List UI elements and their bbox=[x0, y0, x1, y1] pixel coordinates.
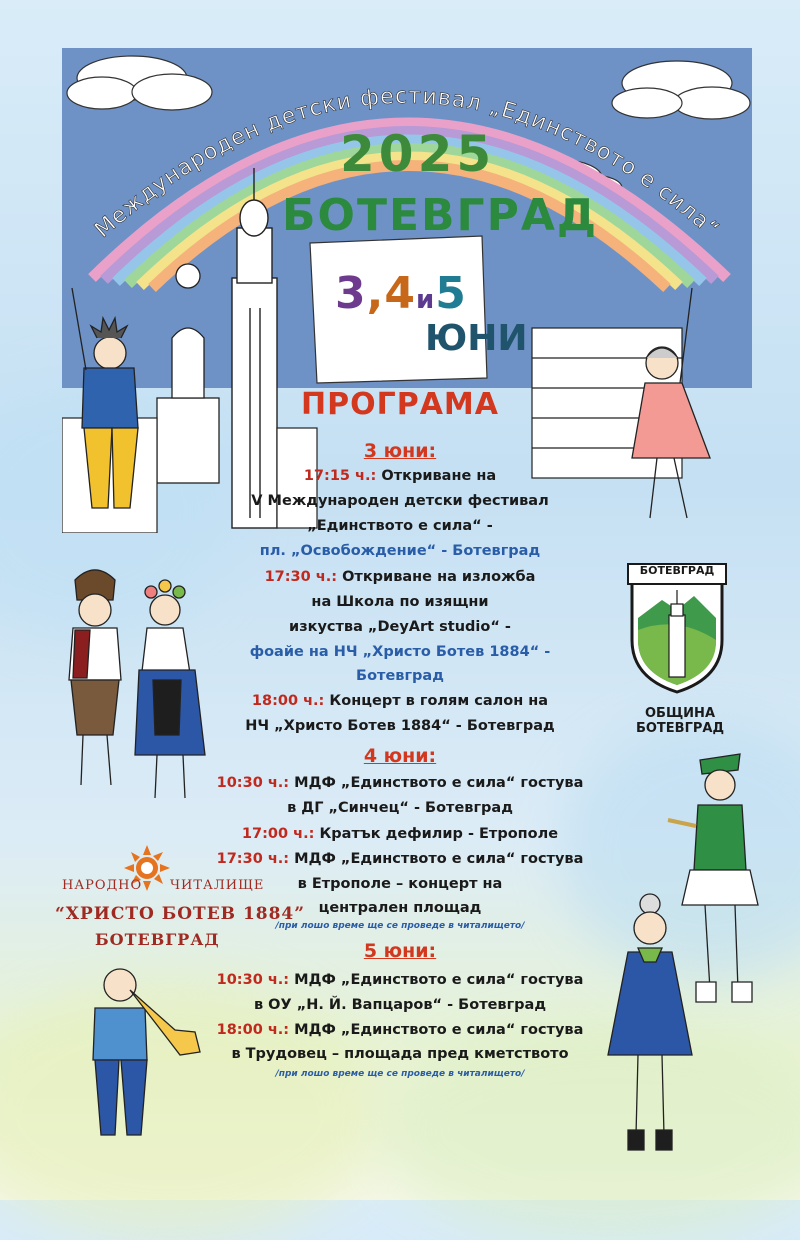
event-line: на Школа по изящни bbox=[311, 594, 489, 610]
festival-city: БОТЕВГРАД bbox=[282, 190, 599, 241]
event-line: „Единството е сила“ - bbox=[307, 518, 493, 534]
event-line: в ДГ „Синчец“ - Ботевград bbox=[287, 800, 513, 816]
date-and: и bbox=[415, 285, 436, 315]
event-location: Ботевград bbox=[356, 668, 444, 684]
event-time: 10:30 ч.: bbox=[216, 972, 290, 988]
weather-note: /при лошо време ще се проведе в читалището/ bbox=[275, 921, 525, 931]
event-line bbox=[170, 851, 630, 867]
day-label: 3 юни: bbox=[363, 440, 437, 462]
festival-year: 2025 bbox=[340, 125, 496, 183]
date-5: 5 bbox=[435, 268, 467, 319]
day-label: 4 юни: bbox=[363, 745, 437, 767]
day-label: 5 юни: bbox=[363, 940, 437, 962]
festival-dates bbox=[335, 268, 467, 319]
date-3: 3 bbox=[335, 268, 367, 319]
event-location: пл. „Освобождение“ - Ботевград bbox=[259, 543, 541, 559]
crest-caption: ОБЩИНА БОТЕВГРАД bbox=[635, 706, 725, 736]
event-line: в Трудовец – площада пред кметството bbox=[231, 1046, 569, 1062]
municipality-crest-icon bbox=[622, 560, 732, 695]
event-line: V Международен детски фестивал bbox=[251, 493, 549, 509]
event-text: Откриване на изложба bbox=[342, 569, 536, 585]
festival-arc-title: Международен детски фестивал „Единството е сила“ bbox=[90, 83, 724, 244]
event-line: централен площад bbox=[318, 900, 482, 916]
event-line: изкуства „DeyArt studio“ - bbox=[289, 619, 511, 635]
event-line: в ОУ „Н. Й. Вапцаров“ - Ботевград bbox=[253, 997, 547, 1013]
event-time: 10:30 ч.: bbox=[216, 775, 290, 791]
event-location: фоайе на НЧ „Христо Ботев 1884“ - bbox=[249, 644, 551, 660]
event-time: 17:30 ч.: bbox=[216, 851, 290, 867]
event-text: МДФ „Единството е сила“ гостува bbox=[294, 851, 584, 867]
event-line: НЧ „Христо Ботев 1884“ - Ботевград bbox=[245, 718, 555, 734]
event-line: в Етрополе – концерт на bbox=[297, 876, 503, 892]
event-line bbox=[170, 972, 630, 988]
event-line bbox=[170, 1022, 630, 1038]
event-line bbox=[170, 569, 630, 585]
chitalishte-name: “ХРИСТО БОТЕВ 1884” bbox=[55, 904, 306, 924]
event-time: 18:00 ч.: bbox=[251, 693, 325, 709]
chitalishte-town: БОТЕВГРАД bbox=[95, 930, 220, 949]
weather-note: /при лошо време ще се проведе в читалището/ bbox=[275, 1069, 525, 1079]
chitalishte-word-1: НАРОДНО bbox=[62, 878, 143, 893]
event-line bbox=[170, 468, 630, 484]
crest-banner: БОТЕВГРАД bbox=[639, 564, 715, 577]
festival-month: ЮНИ bbox=[425, 318, 528, 359]
event-text: Кратък дефилир - Етрополе bbox=[319, 826, 559, 842]
date-4: ,4 bbox=[366, 268, 416, 319]
program-title: ПРОГРАМА bbox=[301, 387, 499, 422]
event-line bbox=[170, 775, 630, 791]
event-time: 18:00 ч.: bbox=[216, 1022, 290, 1038]
event-text: МДФ „Единството е сила“ гостува bbox=[294, 972, 584, 988]
event-time: 17:15 ч.: bbox=[303, 468, 377, 484]
event-line bbox=[170, 693, 630, 709]
event-text: МДФ „Единството е сила“ гостува bbox=[294, 775, 584, 791]
singing-girl-drawing bbox=[600, 890, 700, 1160]
trumpet-boy-drawing bbox=[75, 960, 210, 1160]
chitalishte-word-2: ЧИТАЛИЩЕ bbox=[170, 878, 265, 893]
event-line bbox=[170, 826, 630, 842]
folk-couple-drawing bbox=[55, 560, 220, 810]
event-text: Откриване на bbox=[381, 468, 497, 484]
event-time: 17:00 ч.: bbox=[241, 826, 315, 842]
event-time: 17:30 ч.: bbox=[264, 569, 338, 585]
event-text: Концерт в голям салон на bbox=[329, 693, 549, 709]
event-text: МДФ „Единството е сила“ гостува bbox=[294, 1022, 584, 1038]
